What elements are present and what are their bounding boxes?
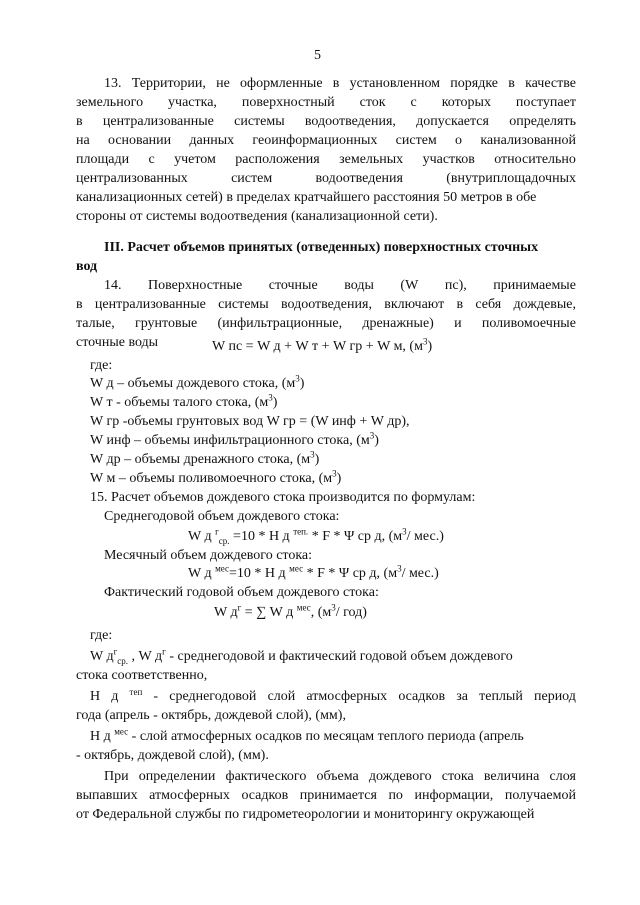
definition-drainage: W др – объемы дренажного стока, $(м^3)$ xyxy=(90,449,320,467)
word: данных xyxy=(189,133,235,148)
definition-w-rain: W $д^г_{ср.}$ , W $д^г$ - среднегодовой и фактический годовой объем дождевого xyxy=(90,646,513,666)
monthly-label: Месячный объем дождевого стока: xyxy=(104,548,313,563)
definition-rain: W д – объемы дождевого стока, $(м^3)$ xyxy=(90,373,305,391)
word: и xyxy=(454,316,462,331)
definition-h-month-cont: - октябрь, дождевой слой), (мм). xyxy=(76,748,269,763)
definition-w-rain-cont: стока соответственно, xyxy=(76,668,208,683)
word: (инфильтрационные, xyxy=(217,316,343,331)
clause13-line2 xyxy=(76,95,576,111)
word: системы xyxy=(234,114,285,129)
paragraph-line3: от Федеральной службы по гидрометеорологии и мониторингу окружающей xyxy=(76,807,535,822)
word: фактического xyxy=(225,769,307,784)
word: 14. xyxy=(104,278,122,293)
word: определении xyxy=(138,769,216,784)
word: с xyxy=(410,95,417,110)
clause13-line8: стороны от системы водоотведения (канализационной сети). xyxy=(76,209,438,224)
word: земельных xyxy=(339,152,404,167)
word: объема xyxy=(316,769,359,784)
word: качестве xyxy=(525,76,576,91)
definition-h-month: Н д $^{мес}$ - слой атмосферных осадков по месяцам теплого периода (апрель xyxy=(90,726,524,744)
word: участка, xyxy=(168,95,217,110)
word: которых xyxy=(441,95,491,110)
word: сток xyxy=(359,95,386,110)
paragraph-line2 xyxy=(76,788,576,804)
word: водоотведения xyxy=(315,171,403,186)
word: слоя xyxy=(549,769,576,784)
word: порядке xyxy=(450,76,498,91)
word: определять xyxy=(509,114,576,129)
word: талые, xyxy=(76,316,115,331)
definition-washing: W м – объемы поливомоечного стока, $(м^3)$ xyxy=(90,468,342,486)
word: (W xyxy=(400,278,419,293)
word: принимаемые xyxy=(493,278,576,293)
word: сточные xyxy=(268,278,318,293)
word: При xyxy=(104,769,129,784)
word: с xyxy=(148,152,155,167)
clause14-line2 xyxy=(76,297,576,313)
word: системы xyxy=(218,297,269,312)
clause15-intro: 15. Расчет объемов дождевого стока производится по формулам: xyxy=(90,490,476,505)
formula-total-runoff: W пс = W д + W т + W гр + W м, $(м^3)$ xyxy=(212,336,433,354)
word: поверхностный xyxy=(241,95,335,110)
word: относительно xyxy=(494,152,576,167)
clause13-line5 xyxy=(76,152,576,168)
word: стока xyxy=(441,769,474,784)
word: Территории, xyxy=(131,76,206,91)
avg-annual-label: Среднегодовой объем дождевого стока: xyxy=(104,509,340,524)
word: (внутриплощадочных xyxy=(446,171,576,186)
clause14-line4: сточные воды xyxy=(76,335,159,350)
paragraph-line1 xyxy=(104,769,576,785)
word: дождевого xyxy=(368,769,432,784)
word: канализованной xyxy=(480,133,576,148)
word: дождевые, xyxy=(513,297,576,312)
where-label-2: где: xyxy=(90,628,113,643)
clause13-line3 xyxy=(76,114,576,130)
word: участков xyxy=(422,152,475,167)
word: не xyxy=(216,76,230,91)
clause13-line1 xyxy=(104,76,576,92)
word: водоотведения, xyxy=(280,297,372,312)
word: в xyxy=(332,76,340,91)
word: на xyxy=(76,133,90,148)
word: о xyxy=(455,133,463,148)
word: включают xyxy=(384,297,445,312)
section-heading: III. Расчет объемов принятых (отведенных) поверхностных сточных xyxy=(104,240,539,255)
word: грунтовые xyxy=(134,316,198,331)
word: пс), xyxy=(444,278,467,293)
definition-melt: W т - объемы талого стока, $(м^3)$ xyxy=(90,392,278,410)
clause13-line4 xyxy=(76,133,576,149)
word: систем xyxy=(395,133,437,148)
definition-h-warm-cont: года (апрель - октябрь, дождевой слой), (мм), xyxy=(76,708,346,723)
formula-avg-annual: W д $^г_{ср.}$ =10 * Н д $^{теп.}$ * F * Ψ ср д, ($м^3/$ мес.) xyxy=(188,526,444,546)
page-number: 5 xyxy=(314,48,321,63)
word: расположения xyxy=(235,152,320,167)
word: воды xyxy=(344,278,374,293)
word: систем xyxy=(231,171,273,186)
word: дренажные) xyxy=(362,316,434,331)
definition-infiltration: W инф – объемы инфильтрационного стока, $(м^3)$ xyxy=(90,430,379,448)
actual-annual-label: Фактический годовой объем дождевого стока: xyxy=(104,585,379,600)
word: выпавших xyxy=(76,788,138,803)
word: централизованных xyxy=(76,171,188,186)
word: атмосферных xyxy=(149,788,230,803)
word: допускается xyxy=(416,114,489,129)
word: осадков xyxy=(241,788,289,803)
word: централизованные xyxy=(102,114,214,129)
word: в xyxy=(76,114,83,129)
word: 13. xyxy=(104,76,122,91)
word: в xyxy=(508,76,515,91)
word: водоотведения, xyxy=(304,114,396,129)
word: основании xyxy=(107,133,172,148)
clause13-line6 xyxy=(76,171,576,187)
word: земельного xyxy=(76,95,144,110)
word: в xyxy=(76,297,83,312)
word: установленном xyxy=(349,76,441,91)
section-heading-cont: вод xyxy=(76,259,98,274)
word: себя xyxy=(475,297,502,312)
clause13-line7: канализационных сетей) в пределах кратчайшего расстояния 50 метров в обе xyxy=(76,190,537,205)
word: централизованные xyxy=(94,297,206,312)
word: величина xyxy=(483,769,540,784)
word: поступает xyxy=(515,95,576,110)
formula-monthly: W д $^{мес}$=10 * Н д $^{мес}$ * F * Ψ ср д, ($м^3/$ мес.) xyxy=(188,563,439,581)
clause14-line3 xyxy=(76,316,576,332)
where-label: где: xyxy=(90,358,113,373)
word: информации, xyxy=(414,788,494,803)
word: поливомоечные xyxy=(481,316,576,331)
word: получаемой xyxy=(504,788,576,803)
word: площади xyxy=(76,152,130,167)
definition-h-warm: Н д теп - среднегодовой слой атмосферных осадков за теплый период xyxy=(90,687,576,704)
word: в xyxy=(456,297,464,312)
definition-ground: W гр -объемы грунтовых вод W гр = (W инф + W др), xyxy=(90,414,410,429)
word: Поверхностные xyxy=(148,278,243,293)
clause14-line1 xyxy=(104,278,576,294)
word: геоинформационных xyxy=(252,133,378,148)
word: принимается xyxy=(299,788,377,803)
word: по xyxy=(388,788,403,803)
word: учетом xyxy=(174,152,216,167)
formula-actual-annual: W $д^г$ = ∑ W д $^{мес}$, ($м^3/$ год) xyxy=(214,602,367,620)
word: оформленные xyxy=(240,76,323,91)
